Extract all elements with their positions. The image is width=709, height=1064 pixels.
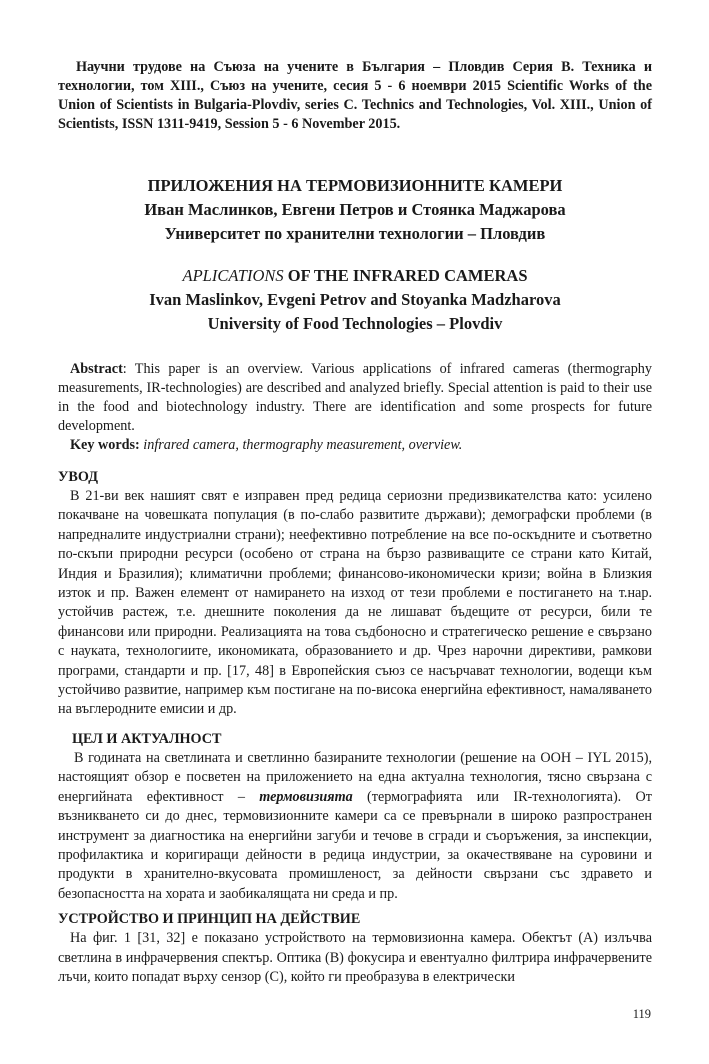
page-number: 119 [632, 1007, 651, 1021]
abstract [58, 360, 652, 436]
abstract-label: Abstract [70, 361, 123, 377]
keywords-label: Key words: [70, 437, 140, 453]
paper-title-en-rest: OF THE INFRARED CAMERAS [283, 266, 528, 285]
section-heading-intro: УВОД [58, 469, 98, 485]
goal-text-b: (термографията или IR-технологията). От възникването си до днес, термовизионните камери са се превърнали в широко разпространен инструмент за диагностика на енергийни загуби и течове в сгради и съоръжения, за инспекции, профилактика и коригиращи дейности в редица индустрии, за окачествяване на суровини и продукти в хранително-вкусовата промишленост, за дейности свързани със здравето и безопасността на хората и заобикалящата ни среда и пр. [58, 788, 653, 902]
section-text-device: На фиг. 1 [31, 32] е показано устройството на термовизионна камера. Обектът (А) излъчва светлина в инфрачервения спектър. Оптика (В) фокусира и евентуално филтрира инфрачервените лъчи, които попадат върху сензор (С), който ги преобразува в електрически [58, 930, 652, 985]
section-text-intro: В 21-ви век нашият свят е изправен пред редица сериозни предизвикателства като: усилено покачване на човешката популация (в по-слабо развитите държави); демографски проблеми (в напредналите индустриални страни); неефективно потребление на все по-оскъдните и съответно по-скъпи природни ресурси (особено от страна на бързо развиващите се страни като Китай, Индия и Бразилия); климатични проблеми; финансово-икономически кризи; война в Близкия изток и пр. Важен елемент от намирането на изход от тези проблеми е постигането на т.нар. устойчив растеж, т.е. днешните поколения да не лишават бъдещите от ресурси, били те финансови или природни. Реализацията на това съдбоносно и стратегическо решение е свързано с науката, технологиите, икономиката, образованието и др. Чрез нарочни директиви, рамкови програми, стандарти и пр. [17, 48] в Европейския съюз се насърчават технологии, водещи към устойчиво развитие, например към постигане на по-висока енергийна ефективност, намаляването на въглеродните емисии и др. [58, 488, 652, 718]
affiliation-en: University of Food Technologies – Plovdiv [207, 314, 503, 333]
paper-title-en [58, 264, 652, 288]
keywords [58, 436, 652, 455]
paper-title-en-italic: APLICATIONS [182, 266, 284, 285]
authors-bg: Иван Маслинков, Евгени Петров и Стоянка Маджарова [144, 200, 566, 219]
keywords-text: infrared camera, thermography measurement, overview. [139, 437, 463, 453]
affiliation-bg: Университет по хранителни технологии – Пловдив [164, 224, 546, 243]
goal-text-a: В годината на светлината и светлинно базираните технологии (решение на ООН – IYL 2015), настоящият обзор е посветен на приложението на една актуална технология, тясно свързана с енергийната ефективност – [58, 749, 652, 805]
section-heading-goal: ЦЕЛ И АКТУАЛНОСТ [72, 730, 222, 747]
section-heading-device: УСТРОЙСТВО И ПРИНЦИП НА ДЕЙСТВИЕ [58, 911, 361, 928]
abstract-text: : This paper is an overview. Various applications of infrared cameras (thermography measurements, IR-technologies) are described and analyzed briefly. Special attention is paid to their use in the food and biotechnology industry. There are identification and some prospects for future development. [58, 361, 652, 434]
journal-header-text: Научни трудове на Съюза на учените в България – Пловдив Серия В. Техника и технологии, том XIII., Съюз на учените, сесия 5 - 6 ноември 2015 Scientific Works of the Union of Scientists in Bulgaria-Plovdiv, series C. Technics and Technologies, Vol. XIII., Union of Scientists, ISSN 1311-9419, Session 5 - 6 November 2015. [58, 59, 652, 132]
title-block-bg [58, 174, 652, 246]
authors-en: Ivan Maslinkov, Evgeni Petrov and Stoyanka Madzharova [149, 290, 561, 309]
paper-page [58, 58, 652, 987]
title-block-en [58, 264, 652, 336]
goal-text-emphasis: термовизията [259, 788, 353, 805]
section-text-goal [58, 749, 652, 904]
journal-header [58, 58, 652, 134]
paper-title-bg: ПРИЛОЖЕНИЯ НА ТЕРМОВИЗИОННИТЕ КАМЕРИ [147, 176, 563, 195]
